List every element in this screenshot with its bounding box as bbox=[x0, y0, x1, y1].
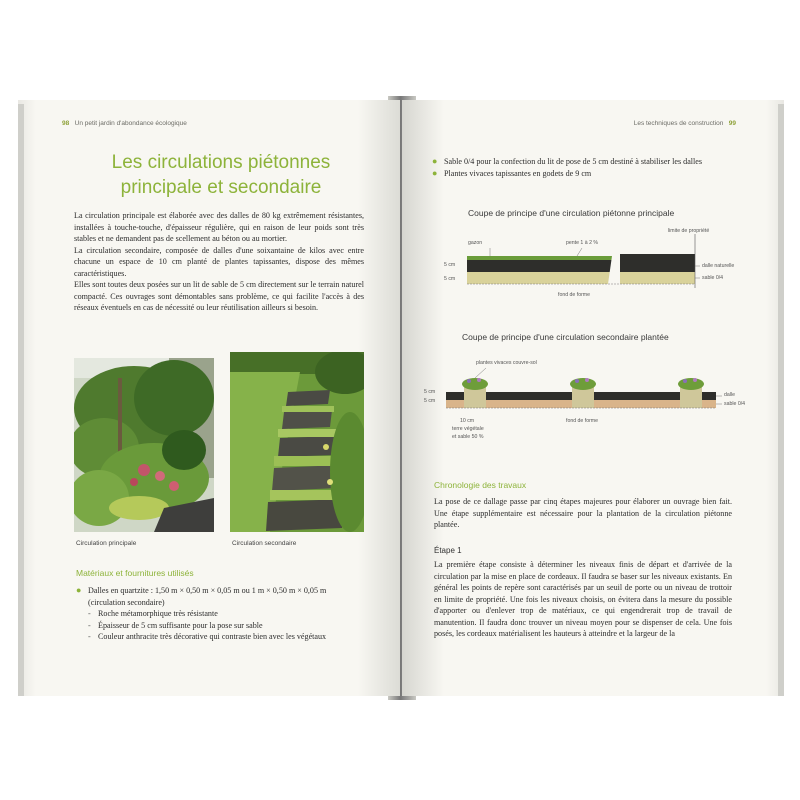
bullet-icon: ● bbox=[76, 585, 82, 595]
list-item: - Épaisseur de 5 cm suffisante pour la pose sur sable bbox=[88, 620, 263, 630]
fig1-label-limite: limite de propriété bbox=[668, 228, 710, 234]
left-running-header bbox=[62, 120, 187, 127]
photo1-caption: Circulation principale bbox=[76, 540, 137, 547]
plant-pocket bbox=[462, 378, 488, 408]
right-running-header bbox=[634, 120, 736, 127]
slab-layer bbox=[467, 260, 612, 272]
materials-item-text: Dalles en quartzite : 1,50 m × 0,50 m × 0,05 m ou 1 m × 0,50 m × 0,05 m (circulation secondaire) bbox=[88, 586, 327, 607]
supplies-list bbox=[432, 156, 722, 179]
fig2-label-fond: fond de forme bbox=[566, 418, 599, 424]
photo-circulation-principale bbox=[74, 358, 214, 532]
materials-sublist bbox=[88, 608, 358, 643]
fig2-label-sable: sable 0/4 bbox=[724, 401, 746, 407]
sub-item-text: Épaisseur de 5 cm suffisante pour la pose sur sable bbox=[98, 620, 263, 630]
fig2-label-5cm-a: 5 cm bbox=[424, 389, 436, 395]
chronology-section-title: Chronologie des travaux bbox=[434, 480, 527, 490]
fig2-title: Coupe de principe d'une circulation secondaire plantée bbox=[462, 332, 669, 342]
book-spread bbox=[14, 100, 788, 700]
fig1-label-fond: fond de forme bbox=[558, 292, 591, 298]
materials-section-title: Matériaux et fournitures utilisés bbox=[76, 568, 194, 578]
fig2-label-plantes: plantes vivaces couvre-sol bbox=[476, 360, 537, 366]
paragraph: La circulation principale est élaborée avec des dalles de 80 kg extrêmement résistantes, installées à touche-touche, d'épaisseur régulière, qui en raison de leur poids sont très stables et ne demandent pas de scellement au béton ou au mortier. bbox=[74, 211, 364, 243]
step-text: La première étape consiste à déterminer les niveaux finis de départ et d'arrivée de la circulation par la mise en place de cordeaux. Il faudra se baser sur les niveaux existants. En général les points de repère sont caractérisés par un seuil de porte ou un niveau de trottoir en limite de propriété. Une fois les niveaux choisis, on évitera dans la mesure du possible d'apporter ou d'enlever trop de matériaux, ce qui engendrerait trop de travail de manutention. Il faudra donc trouver un niveau moyen pour se dispenser de cela. Une fois posés, les cordeaux matérialisent les hauteurs à atteindre et la largeur de la bbox=[434, 560, 732, 638]
list-item: - Couleur anthracite très décorative qui contraste bien avec les végétaux bbox=[88, 632, 327, 641]
right-page bbox=[402, 100, 784, 696]
fig1-diagram bbox=[432, 226, 752, 310]
plant-pocket bbox=[678, 378, 704, 408]
page-edge bbox=[778, 104, 784, 696]
fig1-label-sable: sable 0/4 bbox=[702, 275, 724, 281]
chronology-intro: La pose de ce dallage passe par cinq étapes majeures pour élaborer un ouvrage bien fait. Une étape supplémentaire est nécessaire pour la plantation de la circulation piétonne plantée. bbox=[434, 497, 732, 529]
grass-layer bbox=[467, 256, 612, 260]
title-line-2: principale et secondaire bbox=[120, 177, 322, 198]
fig2-label-terre: terre végétale bbox=[452, 426, 484, 432]
left-page bbox=[18, 100, 400, 696]
sub-item-text: Couleur anthracite très décorative qui contraste bien avec les végétaux bbox=[98, 632, 327, 641]
fig2-label-5cm-b: 5 cm bbox=[424, 398, 436, 404]
fig1-label-gazon: gazon bbox=[468, 240, 483, 246]
sand-layer bbox=[467, 272, 612, 284]
right-header-text: Les techniques de construction bbox=[633, 120, 724, 127]
list-item bbox=[76, 585, 358, 643]
bullet-text: Plantes vivaces tapissantes en godets de 9 cm bbox=[444, 168, 592, 178]
page-title bbox=[76, 150, 366, 200]
fig1-label-dalle: dalle naturelle bbox=[702, 263, 735, 269]
fig1-label-pente: pente 1 à 2 % bbox=[566, 240, 599, 246]
materials-list bbox=[76, 585, 358, 643]
list-item bbox=[432, 156, 722, 168]
paragraph: Elles sont toutes deux posées sur un lit de sable de 5 cm directement sur le terrain naturel compacté. Ces ouvrages sont démontables sans problème, ce qui facilite l'accès à des réseaux éventuels en cas de nécessité ou leur réutilisation ailleurs si besoin. bbox=[74, 280, 364, 312]
sub-item-text: Roche métamorphique très résistante bbox=[98, 609, 218, 618]
paragraph: La circulation secondaire, composée de dalles d'une soixantaine de kilos avec entre chacune un espace de 10 cm planté de plantes tapissantes, dispose des mêmes caractéristiques. bbox=[74, 245, 364, 278]
fig1-title: Coupe de principe d'une circulation piétonne principale bbox=[468, 208, 675, 218]
right-page-number: 99 bbox=[728, 120, 736, 127]
fig1-label-5cm-b: 5 cm bbox=[444, 276, 456, 282]
list-item: - Roche métamorphique très résistante bbox=[88, 609, 218, 618]
bullet-icon: ● bbox=[432, 156, 438, 166]
body-text bbox=[74, 210, 364, 314]
fig2-label-dalle: dalle bbox=[724, 392, 735, 398]
bullet-icon: ● bbox=[432, 167, 438, 178]
left-page-number: 98 bbox=[62, 120, 70, 127]
page-edge bbox=[18, 104, 24, 696]
photo-circulation-secondaire bbox=[230, 352, 364, 532]
fig2-diagram bbox=[416, 356, 766, 466]
fig2-label-10cm: 10 cm bbox=[460, 418, 475, 424]
left-header-text: Un petit jardin d'abondance écologique bbox=[74, 120, 187, 127]
title-line-1: Les circulations piétonnes bbox=[111, 152, 331, 173]
fig2-label-terre-sable: et sable 50 % bbox=[452, 434, 484, 440]
fig1-label-5cm-a: 5 cm bbox=[444, 262, 456, 268]
bullet-text: Sable 0/4 pour la confection du lit de pose de 5 cm destiné à stabiliser les dalles bbox=[444, 157, 703, 166]
photo2-caption: Circulation secondaire bbox=[232, 540, 297, 547]
step-title: Étape 1 bbox=[434, 546, 462, 555]
plant-pocket bbox=[570, 378, 596, 408]
list-item bbox=[432, 168, 722, 180]
